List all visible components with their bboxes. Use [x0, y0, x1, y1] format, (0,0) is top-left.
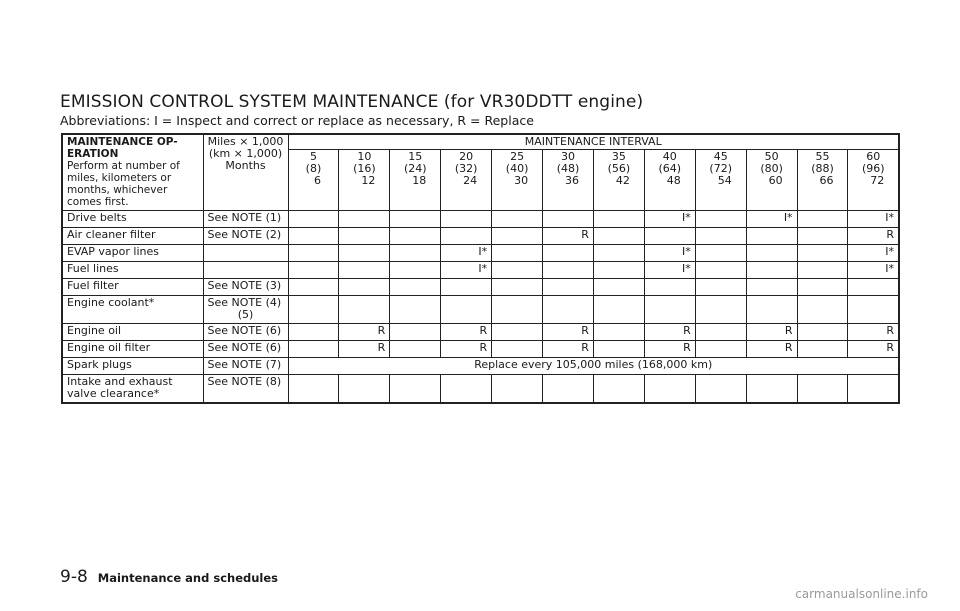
interval-value-cell: [695, 375, 746, 404]
watermark: carmanualsonline.info: [795, 587, 928, 601]
interval-value-cell: [593, 262, 644, 279]
interval-miles: 25: [510, 150, 525, 163]
table-row: [62, 245, 899, 262]
operation-cell: Drive belts: [62, 211, 203, 228]
interval-value-cell: [390, 262, 441, 279]
operation-cell: EVAP vapor lines: [62, 245, 203, 262]
interval-value-cell: [797, 262, 848, 279]
interval-value-cell: R: [339, 341, 390, 358]
interval-months: 36: [564, 174, 579, 187]
interval-value-cell: I*: [746, 211, 797, 228]
miles-header-line: Miles × 1,000: [207, 135, 284, 148]
interval-value-cell: [797, 228, 848, 245]
interval-value-cell: [695, 245, 746, 262]
interval-value-cell: [848, 375, 899, 404]
table-header-row: [62, 134, 899, 150]
interval-value-cell: [593, 228, 644, 245]
interval-value-cell: [746, 262, 797, 279]
operation-cell: Spark plugs: [62, 358, 203, 375]
interval-value-cell: [492, 341, 543, 358]
interval-value-cell: [390, 324, 441, 341]
operation-cell: Engine coolant*: [62, 296, 203, 324]
note-cell: [203, 341, 288, 358]
interval-value-cell: [339, 279, 390, 296]
note-cell: [203, 211, 288, 228]
interval-value-cell: [695, 324, 746, 341]
interval-value-cell: I*: [848, 245, 899, 262]
months-header-line: Months: [225, 159, 266, 172]
interval-value-cell: [797, 324, 848, 341]
interval-months: 12: [361, 174, 376, 187]
interval-km: (72): [709, 162, 732, 175]
interval-value-cell: [288, 262, 339, 279]
interval-value-cell: R: [746, 341, 797, 358]
interval-cell: [288, 150, 339, 211]
operation-header-title-1: MAINTENANCE OP-: [67, 136, 178, 148]
interval-months: 42: [615, 174, 630, 187]
note-text: See NOTE (1): [207, 211, 282, 224]
interval-value-cell: [695, 211, 746, 228]
interval-miles: 10: [357, 150, 372, 163]
miles-header: [203, 134, 288, 211]
interval-value-cell: [492, 245, 543, 262]
interval-value-cell: [593, 375, 644, 404]
table-row: [62, 279, 899, 296]
interval-value-cell: [543, 375, 594, 404]
interval-km: (88): [811, 162, 834, 175]
interval-miles: 20: [459, 150, 474, 163]
interval-value-cell: [390, 341, 441, 358]
interval-miles: 35: [611, 150, 626, 163]
interval-months: 24: [463, 174, 478, 187]
interval-value-cell: [441, 279, 492, 296]
note-text: See NOTE (3): [207, 279, 282, 292]
table-row: [62, 341, 899, 358]
table-row: [62, 211, 899, 228]
interval-months: 54: [717, 174, 732, 187]
operation-header-title-2: ERATION: [67, 148, 119, 160]
interval-value-cell: [492, 324, 543, 341]
table-row: [62, 296, 899, 324]
interval-value-cell: [492, 228, 543, 245]
interval-value-cell: [492, 262, 543, 279]
interval-header: MAINTENANCE INTERVAL: [288, 134, 899, 150]
interval-value-cell: R: [644, 324, 695, 341]
interval-value-cell: I*: [644, 245, 695, 262]
operation-cell: Air cleaner filter: [62, 228, 203, 245]
interval-value-cell: [441, 211, 492, 228]
interval-cell: [543, 150, 594, 211]
interval-value-cell: [288, 211, 339, 228]
interval-value-cell: [390, 245, 441, 262]
interval-months: 6: [313, 174, 321, 187]
interval-km: (16): [353, 162, 376, 175]
interval-value-cell: [593, 341, 644, 358]
interval-miles: 50: [764, 150, 779, 163]
interval-km: (56): [607, 162, 631, 175]
operation-cell: Intake and exhaust valve clearance*: [62, 375, 203, 404]
note-text: See NOTE (8): [207, 375, 282, 388]
operation-header: [62, 134, 203, 211]
interval-value-cell: [695, 228, 746, 245]
interval-value-cell: [746, 279, 797, 296]
interval-value-cell: I*: [441, 262, 492, 279]
interval-value-cell: [593, 211, 644, 228]
interval-cell: [644, 150, 695, 211]
note-cell: [203, 262, 288, 279]
interval-cell: [593, 150, 644, 211]
interval-value-cell: [746, 228, 797, 245]
page-footer: [60, 567, 278, 587]
interval-value-cell: R: [746, 324, 797, 341]
interval-months: 72: [870, 174, 885, 187]
interval-value-cell: R: [848, 324, 899, 341]
interval-value-cell: [797, 341, 848, 358]
operation-cell: Engine oil: [62, 324, 203, 341]
interval-km: (8): [305, 162, 322, 175]
interval-value-cell: [543, 296, 594, 324]
interval-value-cell: R: [644, 341, 695, 358]
interval-value-cell: R: [441, 324, 492, 341]
interval-value-cell: [797, 279, 848, 296]
interval-km: (80): [760, 162, 783, 175]
interval-km: (40): [505, 162, 529, 175]
interval-value-cell: [797, 375, 848, 404]
interval-cell: [797, 150, 848, 211]
interval-value-cell: [441, 375, 492, 404]
interval-cell: [492, 150, 543, 211]
operation-header-text: Perform at number of miles, kilometers or months, whichever comes first.: [67, 160, 180, 208]
interval-value-cell: [593, 245, 644, 262]
interval-miles: 55: [815, 150, 830, 163]
interval-km: (96): [861, 162, 885, 175]
section-title: Maintenance and schedules: [97, 571, 279, 585]
interval-value-cell: [390, 375, 441, 404]
interval-value-cell: [593, 324, 644, 341]
table-row: [62, 358, 899, 375]
note-cell: [203, 279, 288, 296]
interval-miles: 40: [662, 150, 677, 163]
interval-value-cell: [695, 279, 746, 296]
interval-value-cell: [339, 228, 390, 245]
interval-miles: 60: [866, 150, 881, 163]
interval-value-cell: [288, 341, 339, 358]
interval-value-cell: [390, 228, 441, 245]
interval-value-cell: [492, 296, 543, 324]
interval-months: 60: [768, 174, 783, 187]
interval-value-cell: I*: [441, 245, 492, 262]
replace-interval-cell: Replace every 105,000 miles (168,000 km): [288, 358, 899, 375]
note-cell: [203, 324, 288, 341]
interval-value-cell: [339, 375, 390, 404]
interval-value-cell: [746, 375, 797, 404]
interval-cell: [390, 150, 441, 211]
interval-value-cell: [288, 296, 339, 324]
interval-value-cell: [492, 279, 543, 296]
interval-value-cell: I*: [848, 211, 899, 228]
interval-value-cell: [288, 375, 339, 404]
abbreviations-note: Abbreviations: I = Inspect and correct or replace as necessary, R = Replace: [60, 113, 534, 128]
interval-value-cell: [593, 296, 644, 324]
interval-value-cell: [695, 341, 746, 358]
operation-cell: Fuel lines: [62, 262, 203, 279]
interval-value-cell: [644, 228, 695, 245]
interval-value-cell: I*: [644, 262, 695, 279]
table-row: [62, 375, 899, 404]
note-text-continued: (5): [237, 308, 254, 321]
interval-value-cell: [695, 262, 746, 279]
interval-value-cell: R: [543, 341, 594, 358]
interval-value-cell: R: [441, 341, 492, 358]
interval-value-cell: [746, 245, 797, 262]
interval-value-cell: [543, 245, 594, 262]
interval-value-cell: [339, 245, 390, 262]
interval-value-cell: R: [543, 228, 594, 245]
page-title: EMISSION CONTROL SYSTEM MAINTENANCE (for VR30DDTT engine): [60, 92, 644, 112]
interval-cell: [848, 150, 899, 211]
interval-value-cell: [797, 296, 848, 324]
interval-miles: 5: [309, 150, 317, 163]
interval-value-cell: [339, 211, 390, 228]
interval-value-cell: [644, 279, 695, 296]
interval-cell: [339, 150, 390, 211]
interval-value-cell: [848, 296, 899, 324]
table-row: [62, 324, 899, 341]
interval-km: (32): [454, 162, 478, 175]
interval-value-cell: [543, 262, 594, 279]
interval-value-cell: [797, 211, 848, 228]
table-row: [62, 262, 899, 279]
interval-value-cell: [543, 211, 594, 228]
km-header-line: (km × 1,000): [208, 147, 283, 160]
note-text: See NOTE (4): [207, 296, 282, 309]
note-cell: [203, 296, 288, 324]
interval-cell: [746, 150, 797, 211]
page-number: 9-8: [60, 567, 88, 587]
note-text: See NOTE (6): [207, 341, 282, 354]
interval-value-cell: [441, 228, 492, 245]
interval-value-cell: [695, 296, 746, 324]
interval-value-cell: [390, 279, 441, 296]
interval-value-cell: [644, 296, 695, 324]
interval-value-cell: [288, 228, 339, 245]
note-cell: [203, 375, 288, 404]
interval-miles: 15: [408, 150, 423, 163]
interval-km: (24): [403, 162, 427, 175]
interval-value-cell: [339, 262, 390, 279]
interval-value-cell: R: [543, 324, 594, 341]
interval-value-cell: [543, 279, 594, 296]
interval-value-cell: [441, 296, 492, 324]
note-text: See NOTE (2): [207, 228, 282, 241]
interval-cell: [441, 150, 492, 211]
interval-value-cell: R: [339, 324, 390, 341]
interval-value-cell: [593, 279, 644, 296]
interval-value-cell: [644, 375, 695, 404]
interval-miles: 30: [560, 150, 575, 163]
interval-value-cell: [288, 279, 339, 296]
maintenance-table: [61, 133, 900, 404]
interval-months: 48: [666, 174, 681, 187]
interval-months: 30: [514, 174, 529, 187]
table-row: [62, 228, 899, 245]
interval-km: (48): [556, 162, 580, 175]
interval-value-cell: I*: [644, 211, 695, 228]
interval-value-cell: [288, 245, 339, 262]
interval-value-cell: [339, 296, 390, 324]
interval-value-cell: [492, 375, 543, 404]
operation-cell: Fuel filter: [62, 279, 203, 296]
interval-value-cell: [797, 245, 848, 262]
interval-months: 66: [819, 174, 834, 187]
interval-miles: 45: [713, 150, 728, 163]
interval-months: 18: [412, 174, 427, 187]
note-cell: [203, 245, 288, 262]
note-cell: [203, 358, 288, 375]
operation-cell: Engine oil filter: [62, 341, 203, 358]
interval-value-cell: [288, 324, 339, 341]
note-text: See NOTE (7): [207, 358, 282, 371]
interval-value-cell: [492, 211, 543, 228]
note-cell: [203, 228, 288, 245]
interval-value-cell: [390, 296, 441, 324]
interval-cell: [695, 150, 746, 211]
note-text: See NOTE (6): [207, 324, 282, 337]
interval-value-cell: [746, 296, 797, 324]
interval-value-cell: R: [848, 228, 899, 245]
interval-value-cell: [848, 279, 899, 296]
interval-value-cell: R: [848, 341, 899, 358]
interval-value-cell: [390, 211, 441, 228]
interval-value-cell: I*: [848, 262, 899, 279]
interval-km: (64): [658, 162, 682, 175]
